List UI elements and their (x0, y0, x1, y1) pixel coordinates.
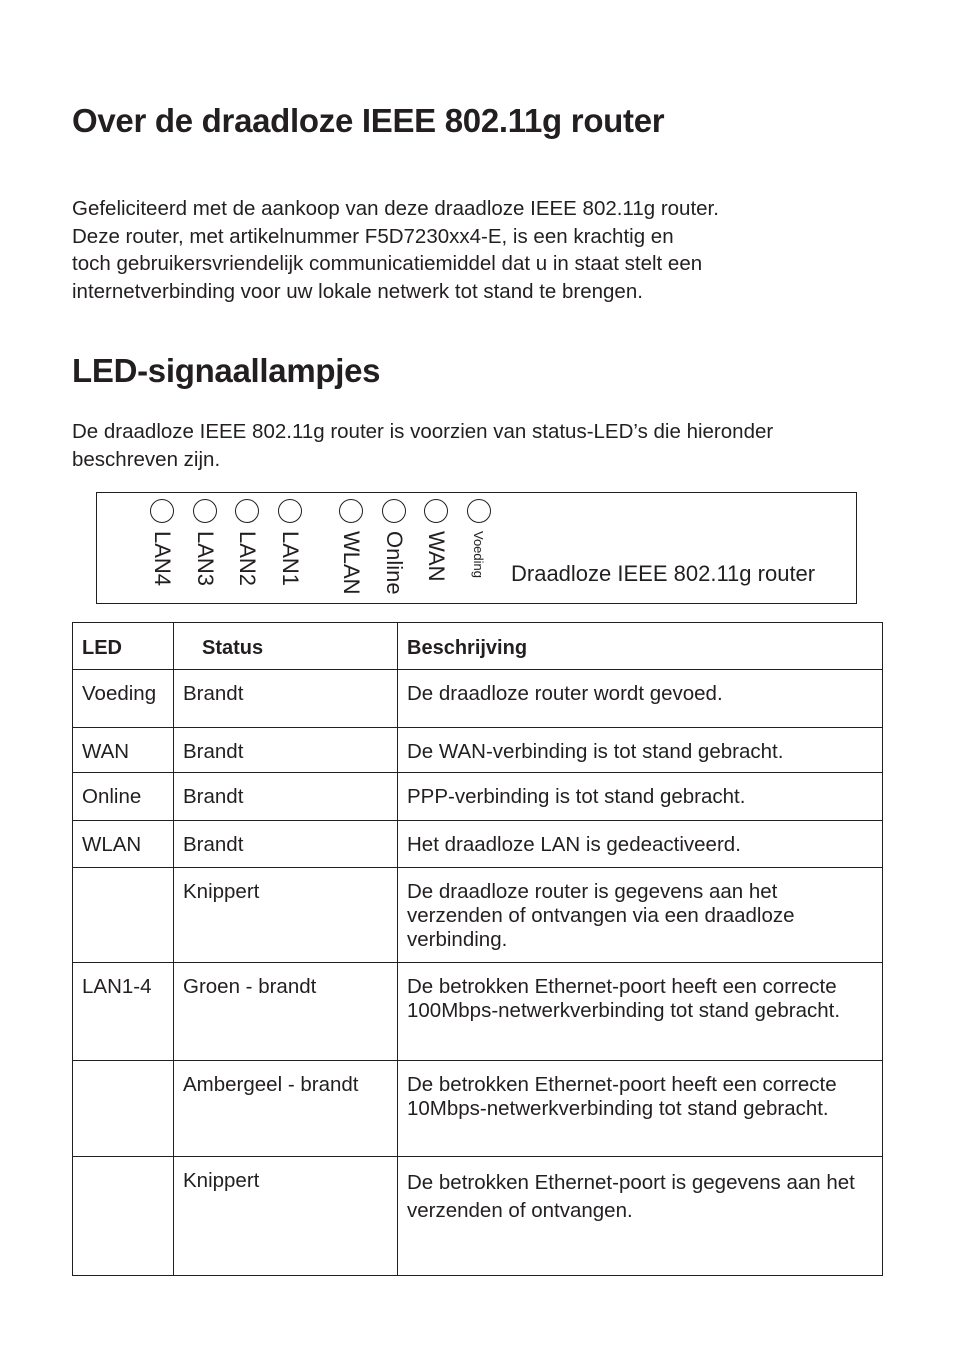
router-led-diagram (96, 492, 857, 604)
led-label-wan: WAN (424, 531, 449, 582)
table-row (73, 868, 883, 963)
cell-led: LAN1-4 (73, 963, 174, 1061)
cell-description: De betrokken Ethernet-poort is gegevens aan het verzenden of ontvangen. (398, 1157, 883, 1276)
table-row (73, 728, 883, 773)
section-title: LED-signaallampjes (72, 352, 381, 389)
led-intro-line: De draadloze IEEE 802.11g router is voorzien van status-LED’s die hieronder (72, 420, 774, 443)
led-intro-paragraph (72, 418, 773, 473)
table-row (73, 773, 883, 821)
led-lan4-icon (150, 499, 174, 523)
led-voeding-icon (467, 499, 491, 523)
page-title: Over de draadloze IEEE 802.11g router (72, 102, 665, 139)
led-label-lan2: LAN2 (235, 531, 260, 587)
intro-paragraph (72, 195, 719, 305)
cell-led: WLAN (73, 821, 174, 868)
header-status: Status (174, 623, 398, 670)
cell-status: Knippert (174, 868, 398, 963)
led-label-online: Online (382, 531, 407, 595)
led-label-voeding: Voeding (471, 531, 486, 578)
cell-status: Knippert (174, 1157, 398, 1276)
intro-line: internetverbinding voor uw lokale netwerk tot stand te brengen. (72, 279, 643, 303)
cell-led: Voeding (73, 670, 174, 728)
cell-status: Brandt (174, 821, 398, 868)
header-led: LED (73, 623, 174, 670)
cell-status: Brandt (174, 728, 398, 773)
intro-line: Gefeliciteerd met de aankoop van deze draadloze IEEE 802.11g router. (72, 197, 719, 220)
cell-status: Brandt (174, 773, 398, 821)
led-online-icon (382, 499, 406, 523)
cell-status: Ambergeel - brandt (174, 1061, 398, 1157)
cell-led (73, 868, 174, 963)
cell-description: De betrokken Ethernet-poort heeft een correcte 10Mbps-netwerkverbinding tot stand gebracht. (398, 1061, 883, 1157)
led-label-lan3: LAN3 (193, 531, 218, 587)
cell-led: Online (73, 773, 174, 821)
cell-description: De WAN-verbinding is tot stand gebracht. (398, 728, 883, 773)
led-label-lan1: LAN1 (278, 531, 303, 587)
cell-led: WAN (73, 728, 174, 773)
led-status-table (72, 622, 883, 1276)
cell-description: Het draadloze LAN is gedeactiveerd. (398, 821, 883, 868)
cell-description: De betrokken Ethernet-poort heeft een correcte 100Mbps-netwerkverbinding tot stand gebracht. (398, 963, 883, 1061)
cell-status: Groen - brandt (174, 963, 398, 1061)
cell-status: Brandt (174, 670, 398, 728)
led-label-wlan: WLAN (339, 531, 364, 595)
led-lan3-icon (193, 499, 217, 523)
intro-line: Deze router, met artikelnummer F5D7230xx4-E, is een krachtig en (72, 224, 674, 248)
led-wan-icon (424, 499, 448, 523)
header-description: Beschrijving (398, 623, 883, 670)
led-wlan-icon (339, 499, 363, 523)
cell-description: De draadloze router is gegevens aan het verzenden of ontvangen via een draadloze verbinding. (398, 868, 883, 963)
table-row (73, 670, 883, 728)
table-row (73, 1157, 883, 1276)
router-label: Draadloze IEEE 802.11g router (511, 561, 816, 586)
table-header-row (73, 623, 883, 670)
led-label-lan4: LAN4 (150, 531, 175, 587)
intro-line: toch gebruikersvriendelijk communicatiemiddel dat u in staat stelt een (72, 252, 703, 276)
cell-description: PPP-verbinding is tot stand gebracht. (398, 773, 883, 821)
led-lan1-icon (278, 499, 302, 523)
table-row (73, 821, 883, 868)
cell-led (73, 1157, 174, 1276)
cell-description: De draadloze router wordt gevoed. (398, 670, 883, 728)
table-row (73, 963, 883, 1061)
cell-led (73, 1061, 174, 1157)
led-lan2-icon (235, 499, 259, 523)
led-intro-line: beschreven zijn. (72, 447, 221, 471)
table-row (73, 1061, 883, 1157)
